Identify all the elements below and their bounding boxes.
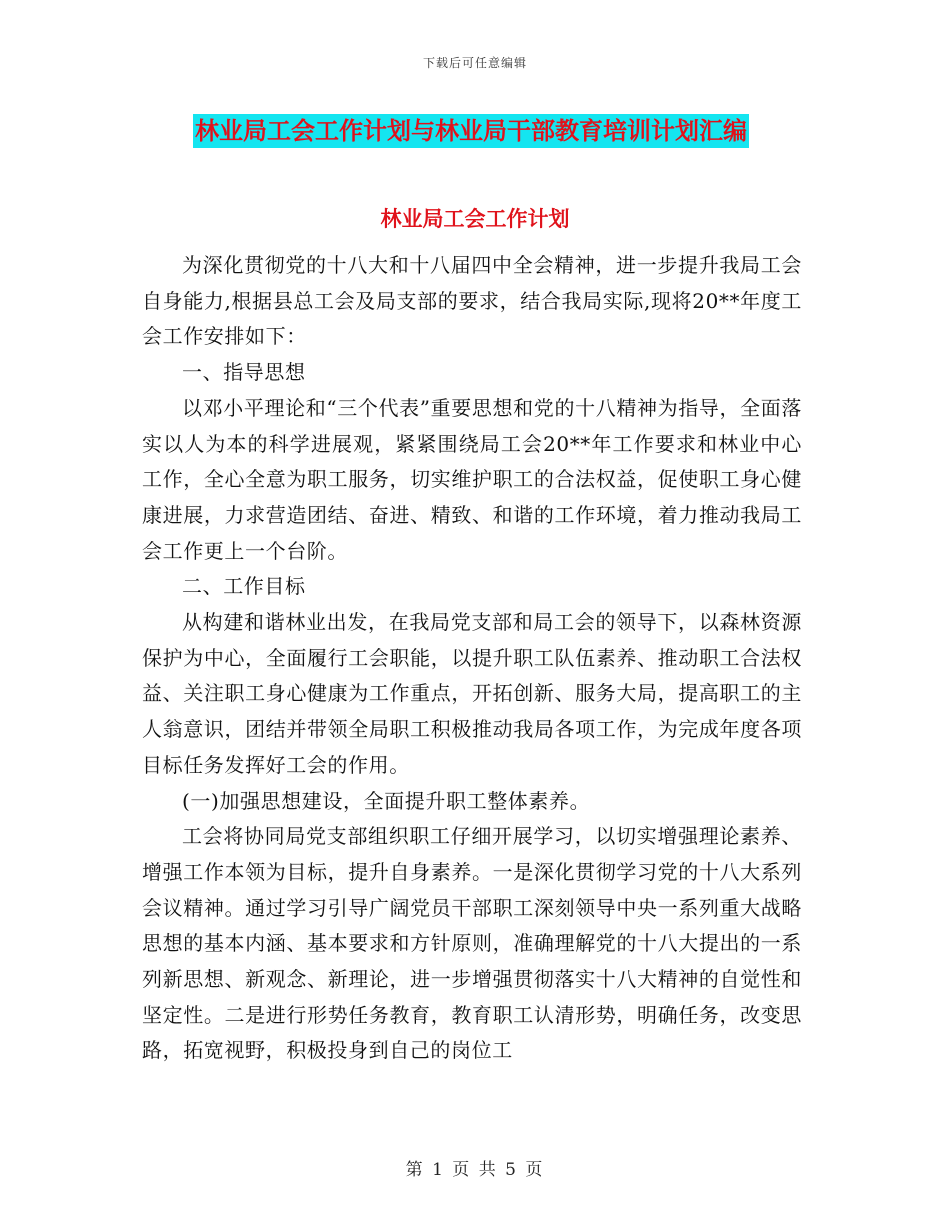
paragraph-guiding-thought: 以邓小平理论和“三个代表”重要思想和党的十八精神为指导，全面落实以人为本的科学进展观，紧紧围绕局工会20**年工作要求和林业中心工作，全心全意为职工服务，切实维护职工的合法权益，促使职工身心健康进展，力求营造团结、奋进、精致、和谐的工作环境，着力推动我局工会工作更上一个台阶。	[142, 395, 802, 563]
paragraph-intro: 为深化贯彻党的十八大和十八届四中全会精神，进一步提升我局工会自身能力,根据县总工会及局支部的要求，结合我局实际,现将20**年度工会工作安排如下：	[142, 253, 802, 349]
heading-work-goals: 二、工作目标	[182, 574, 306, 599]
document-body	[142, 248, 802, 1069]
page-number: 第 1 页 共 5 页	[405, 1160, 545, 1180]
document-main-title: 林业局工会工作计划与林业局干部教育培训计划汇编	[193, 114, 749, 148]
subheading-ideological-building: (一)加强思想建设，全面提升职工整体素养。	[182, 788, 591, 813]
page-header-note: 下载后可任意编辑	[422, 56, 527, 70]
heading-guiding-thought: 一、指导思想	[182, 360, 306, 385]
paragraph-ideological-building: 工会将协同局党支部组织职工仔细开展学习，以切实增强理论素养、增强工作本领为目标，提升自身素养。一是深化贯彻学习党的十八大系列会议精神。通过学习引导广阔党员干部职工深刻领导中央一系列重大战略思想的基本内涵、基本要求和方针原则，准确理解党的十八大提出的一系列新思想、新观念、新理论，进一步增强贯彻落实十八大精神的自觉性和坚定性。二是进行形势任务教育，教育职工认清形势，明确任务，改变思路，拓宽视野，积极投身到自己的岗位工	[142, 824, 802, 1063]
section-title: 林业局工会工作计划	[380, 207, 570, 231]
paragraph-work-goals: 从构建和谐林业出发，在我局党支部和局工会的领导下，以森林资源保护为中心，全面履行工会职能，以提升职工队伍素养、推动职工合法权益、关注职工身心健康为工作重点，开拓创新、服务大局，提高职工的主人翁意识，团结并带领全局职工积极推动我局各项工作，为完成年度各项目标任务发挥好工会的作用。	[142, 610, 802, 777]
